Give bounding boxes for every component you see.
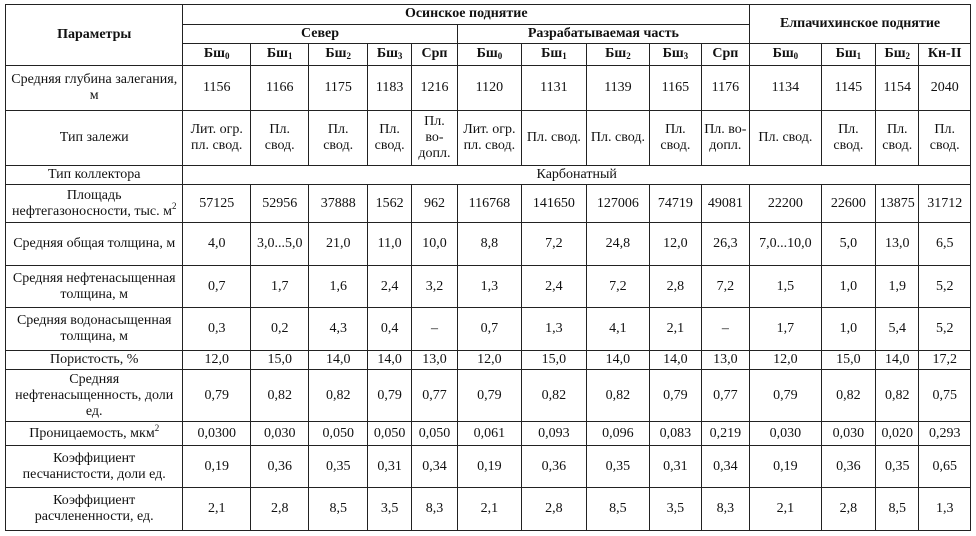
row-label — [6, 265, 183, 308]
row-label-text: Коэффициент расчлененности, ед. — [34, 493, 154, 525]
table-cell: 7,0...10,0 — [750, 223, 822, 266]
column-header — [457, 44, 522, 66]
column-header — [586, 44, 650, 66]
row-label-text: Тип коллектора — [47, 166, 141, 182]
table-cell: – — [412, 308, 457, 351]
table-cell: 2,8 — [650, 265, 701, 308]
column-header-label: Бш — [835, 46, 857, 62]
row-label-text: Средняя глубина залегания, м — [11, 71, 178, 103]
table-cell: 5,2 — [919, 265, 971, 308]
table-cell: 12,0 — [750, 350, 822, 369]
table-cell: 0,19 — [750, 445, 822, 488]
table-cell: 22200 — [750, 185, 822, 223]
table-cell: 0,79 — [650, 370, 701, 422]
table-cell: 1,0 — [821, 265, 875, 308]
table-cell: 22600 — [821, 185, 875, 223]
table-cell: 1,3 — [522, 308, 587, 351]
table-cell: 0,82 — [586, 370, 650, 422]
table-cell: 0,79 — [183, 370, 251, 422]
table-cell: Пл. свод. — [650, 110, 701, 165]
column-header-label: Бш — [772, 46, 794, 62]
column-header — [183, 44, 251, 66]
table-cell: 14,0 — [309, 350, 367, 369]
table-cell: 21,0 — [309, 223, 367, 266]
row-label-text: Площадь нефтегазоносности, тыс. м — [11, 187, 172, 219]
row-label-text: Средняя общая толщина, м — [13, 236, 176, 252]
table-cell: Пл. свод. — [750, 110, 822, 165]
table-cell: 0,030 — [821, 422, 875, 445]
table-cell: 0,77 — [412, 370, 457, 422]
table-cell: 1,7 — [750, 308, 822, 351]
table-row — [6, 488, 971, 531]
table-cell: 2,4 — [522, 265, 587, 308]
table-cell: 10,0 — [412, 223, 457, 266]
table-cell: 8,5 — [876, 488, 919, 531]
table-row — [6, 110, 971, 165]
table-cell: 15,0 — [250, 350, 308, 369]
table-cell: 1,0 — [821, 308, 875, 351]
row-label — [6, 488, 183, 531]
table-cell: 0,030 — [250, 422, 308, 445]
table-cell: 5,4 — [876, 308, 919, 351]
table-cell: 13,0 — [412, 350, 457, 369]
table-cell: 127006 — [586, 185, 650, 223]
table-cell: 0,050 — [309, 422, 367, 445]
row-label-text: Коэффициент песчанистости, доли ед. — [22, 450, 166, 482]
table-cell: 0,34 — [701, 445, 749, 488]
table-cell: 57125 — [183, 185, 251, 223]
table-cell: 3,5 — [367, 488, 411, 531]
table-cell: 7,2 — [522, 223, 587, 266]
table-cell: 2,1 — [457, 488, 522, 531]
table-cell: 0,4 — [367, 308, 411, 351]
table-cell: 2,8 — [522, 488, 587, 531]
table-cell: 1165 — [650, 66, 701, 111]
table-cell: 1175 — [309, 66, 367, 111]
table-cell: Пл. свод. — [522, 110, 587, 165]
table-cell: – — [701, 308, 749, 351]
table-cell: 0,36 — [250, 445, 308, 488]
table-cell: Пл. свод. — [309, 110, 367, 165]
table-cell: 1156 — [183, 66, 251, 111]
column-header-label: Кн-II — [927, 46, 962, 62]
table-cell: 0,083 — [650, 422, 701, 445]
column-header-label: Срп — [712, 46, 739, 62]
table-cell: 116768 — [457, 185, 522, 223]
table-cell: 1134 — [750, 66, 822, 111]
row-label-superscript: 2 — [154, 422, 160, 433]
table-row — [6, 350, 971, 369]
table-cell: 17,2 — [919, 350, 971, 369]
table-cell: 12,0 — [457, 350, 522, 369]
table-cell: 49081 — [701, 185, 749, 223]
table-cell: 1,6 — [309, 265, 367, 308]
column-header-label: Бш — [476, 46, 498, 62]
table-cell: 0,79 — [457, 370, 522, 422]
column-header-label: Бш — [541, 46, 563, 62]
table-cell: 0,79 — [367, 370, 411, 422]
table-cell: 0,050 — [412, 422, 457, 445]
table-cell: 2,1 — [750, 488, 822, 531]
table-cell: 14,0 — [586, 350, 650, 369]
table-cell: 8,8 — [457, 223, 522, 266]
table-cell: 2,1 — [650, 308, 701, 351]
table-cell: Пл. свод. — [586, 110, 650, 165]
column-header-subscript: 1 — [562, 51, 567, 62]
table-body — [6, 66, 971, 531]
column-header-subscript: 3 — [683, 51, 689, 62]
table-row — [6, 445, 971, 488]
table-cell: 13,0 — [701, 350, 749, 369]
column-header-label: Срп — [421, 46, 448, 62]
table-cell: 52956 — [250, 185, 308, 223]
row-label-text: Проницаемость, мкм — [29, 425, 155, 441]
table-cell: Пл. свод. — [821, 110, 875, 165]
table-cell: 5,0 — [821, 223, 875, 266]
table-cell: 8,3 — [412, 488, 457, 531]
table-cell: 0,34 — [412, 445, 457, 488]
column-header — [821, 44, 875, 66]
table-cell: 8,3 — [701, 488, 749, 531]
table-cell: 0,093 — [522, 422, 587, 445]
table-row — [6, 308, 971, 351]
razrab-header: Разрабатываемая часть — [457, 25, 749, 44]
column-header-subscript: 3 — [397, 51, 403, 62]
table-cell: 14,0 — [876, 350, 919, 369]
row-label — [6, 110, 183, 165]
table-cell: 13,0 — [876, 223, 919, 266]
table-cell: 0,82 — [522, 370, 587, 422]
column-header — [701, 44, 749, 66]
table-cell: 0,7 — [457, 308, 522, 351]
table-cell: Пл. во-допл. — [412, 110, 457, 165]
table-cell: 31712 — [919, 185, 971, 223]
table-cell: 1176 — [701, 66, 749, 111]
row-label-text: Средняя водонасыщенная толщина, м — [16, 313, 172, 345]
column-header — [650, 44, 701, 66]
table-cell: 15,0 — [522, 350, 587, 369]
row-label — [6, 445, 183, 488]
table-row — [6, 370, 971, 422]
table-cell: Пл. свод. — [367, 110, 411, 165]
table-cell: 2,1 — [183, 488, 251, 531]
table-cell: 12,0 — [183, 350, 251, 369]
table-row — [6, 165, 971, 184]
row-label — [6, 185, 183, 223]
row-label — [6, 308, 183, 351]
table-cell: 1,3 — [457, 265, 522, 308]
table-cell: 1,3 — [919, 488, 971, 531]
column-header-subscript: 0 — [497, 51, 503, 62]
column-header-subscript: 1 — [856, 51, 862, 62]
column-header-subscript: 2 — [905, 51, 911, 62]
row-label — [6, 223, 183, 266]
sever-header: Север — [183, 25, 457, 44]
column-header-label: Бш — [203, 46, 225, 62]
table-cell: 0,36 — [821, 445, 875, 488]
table-cell: 0,35 — [309, 445, 367, 488]
table-cell: 14,0 — [367, 350, 411, 369]
table-cell: 2,4 — [367, 265, 411, 308]
table-cell: 0,050 — [367, 422, 411, 445]
params-header: Параметры — [6, 5, 183, 66]
row-label — [6, 350, 183, 369]
table-row — [6, 422, 971, 445]
table-cell: 1,9 — [876, 265, 919, 308]
table-cell: 3,0...5,0 — [250, 223, 308, 266]
table-cell: 0,096 — [586, 422, 650, 445]
table-cell: 0,3 — [183, 308, 251, 351]
table-cell: Лит. огр. пл. свод. — [457, 110, 522, 165]
table-cell: 7,2 — [586, 265, 650, 308]
column-header — [919, 44, 971, 66]
table-cell: 1562 — [367, 185, 411, 223]
row-label — [6, 165, 183, 184]
column-header-subscript: 2 — [346, 51, 351, 62]
column-header-subscript: 2 — [626, 51, 631, 62]
table-cell: 0,82 — [250, 370, 308, 422]
table-cell: 4,0 — [183, 223, 251, 266]
table-cell: 0,79 — [750, 370, 822, 422]
table-cell: 74719 — [650, 185, 701, 223]
column-header-subscript: 1 — [288, 51, 293, 62]
table-cell: 0,77 — [701, 370, 749, 422]
table-cell: 0,061 — [457, 422, 522, 445]
table-cell: 0,82 — [876, 370, 919, 422]
table-cell: 13875 — [876, 185, 919, 223]
table-cell: 0,030 — [750, 422, 822, 445]
table-cell: 4,3 — [309, 308, 367, 351]
table-cell: 1183 — [367, 66, 411, 111]
table-cell: 1139 — [586, 66, 650, 111]
table-cell: 0,35 — [876, 445, 919, 488]
table-cell: 2,8 — [821, 488, 875, 531]
row-label-text: Средняя нефтенасыщенная толщина, м — [12, 270, 176, 302]
table-cell: Лит. огр. пл. свод. — [183, 110, 251, 165]
table-cell: 8,5 — [586, 488, 650, 531]
table-row — [6, 185, 971, 223]
column-header — [876, 44, 919, 66]
table-cell: 26,3 — [701, 223, 749, 266]
osinsk-header: Осинское поднятие — [183, 5, 750, 25]
table-cell: Пл. свод. — [876, 110, 919, 165]
table-row — [6, 265, 971, 308]
column-header-subscript: 0 — [225, 51, 230, 62]
row-label-superscript: 2 — [171, 200, 177, 211]
table-cell: 0,293 — [919, 422, 971, 445]
table-cell: 0,0300 — [183, 422, 251, 445]
table-cell: 24,8 — [586, 223, 650, 266]
table-cell: 0,219 — [701, 422, 749, 445]
table-cell: 1154 — [876, 66, 919, 111]
table-cell: 3,5 — [650, 488, 701, 531]
column-header-label: Бш — [325, 46, 347, 62]
table-cell: 1166 — [250, 66, 308, 111]
column-header-label: Бш — [376, 46, 398, 62]
table-cell: 1,5 — [750, 265, 822, 308]
table-cell: 1120 — [457, 66, 522, 111]
column-header-label: Бш — [605, 46, 627, 62]
table-cell: 1216 — [412, 66, 457, 111]
table-cell: 0,75 — [919, 370, 971, 422]
table-cell: 6,5 — [919, 223, 971, 266]
table-cell: 2,8 — [250, 488, 308, 531]
table-cell: 0,19 — [183, 445, 251, 488]
table-cell: 1,7 — [250, 265, 308, 308]
column-header — [750, 44, 822, 66]
table-cell: 3,2 — [412, 265, 457, 308]
table-cell: 0,65 — [919, 445, 971, 488]
table-cell: 15,0 — [821, 350, 875, 369]
table-row — [6, 223, 971, 266]
table-cell: 0,020 — [876, 422, 919, 445]
table-cell: 4,1 — [586, 308, 650, 351]
table-cell: 7,2 — [701, 265, 749, 308]
table-cell: 37888 — [309, 185, 367, 223]
column-header — [412, 44, 457, 66]
row-label — [6, 422, 183, 445]
table-cell: 8,5 — [309, 488, 367, 531]
table-cell: 1145 — [821, 66, 875, 111]
table-cell: 11,0 — [367, 223, 411, 266]
table-cell: 141650 — [522, 185, 587, 223]
column-header-label: Бш — [884, 46, 906, 62]
table-cell: 0,2 — [250, 308, 308, 351]
table-cell: 0,35 — [586, 445, 650, 488]
row-label-text: Тип залежи — [59, 129, 129, 145]
row-label-text: Средняя нефтенасыщенность, доли ед. — [15, 371, 174, 419]
table-cell: 0,7 — [183, 265, 251, 308]
table-cell: 962 — [412, 185, 457, 223]
table-cell: 0,82 — [309, 370, 367, 422]
table-cell: 1131 — [522, 66, 587, 111]
table-cell: 2040 — [919, 66, 971, 111]
column-header — [367, 44, 411, 66]
table-row — [6, 66, 971, 111]
table-cell: 0,31 — [367, 445, 411, 488]
merged-cell: Карбонатный — [183, 165, 971, 184]
table-cell: 5,2 — [919, 308, 971, 351]
column-header-subscript: 0 — [793, 51, 799, 62]
row-label-text: Пористость, % — [49, 351, 139, 367]
table-cell: 14,0 — [650, 350, 701, 369]
table-cell: Пл. свод. — [919, 110, 971, 165]
column-header — [522, 44, 587, 66]
column-header — [250, 44, 308, 66]
table-cell: 0,31 — [650, 445, 701, 488]
elpach-header: Елпачихинское поднятие — [750, 5, 971, 44]
table-cell: 12,0 — [650, 223, 701, 266]
reservoir-parameters-table — [5, 4, 971, 531]
table-cell: 0,19 — [457, 445, 522, 488]
row-label — [6, 370, 183, 422]
row-label — [6, 66, 183, 111]
column-header-label: Бш — [266, 46, 288, 62]
table-cell: 0,82 — [821, 370, 875, 422]
table-cell: Пл. во-допл. — [701, 110, 749, 165]
column-header-label: Бш — [662, 46, 684, 62]
table-cell: Пл. свод. — [250, 110, 308, 165]
table-cell: 0,36 — [522, 445, 587, 488]
column-header — [309, 44, 367, 66]
